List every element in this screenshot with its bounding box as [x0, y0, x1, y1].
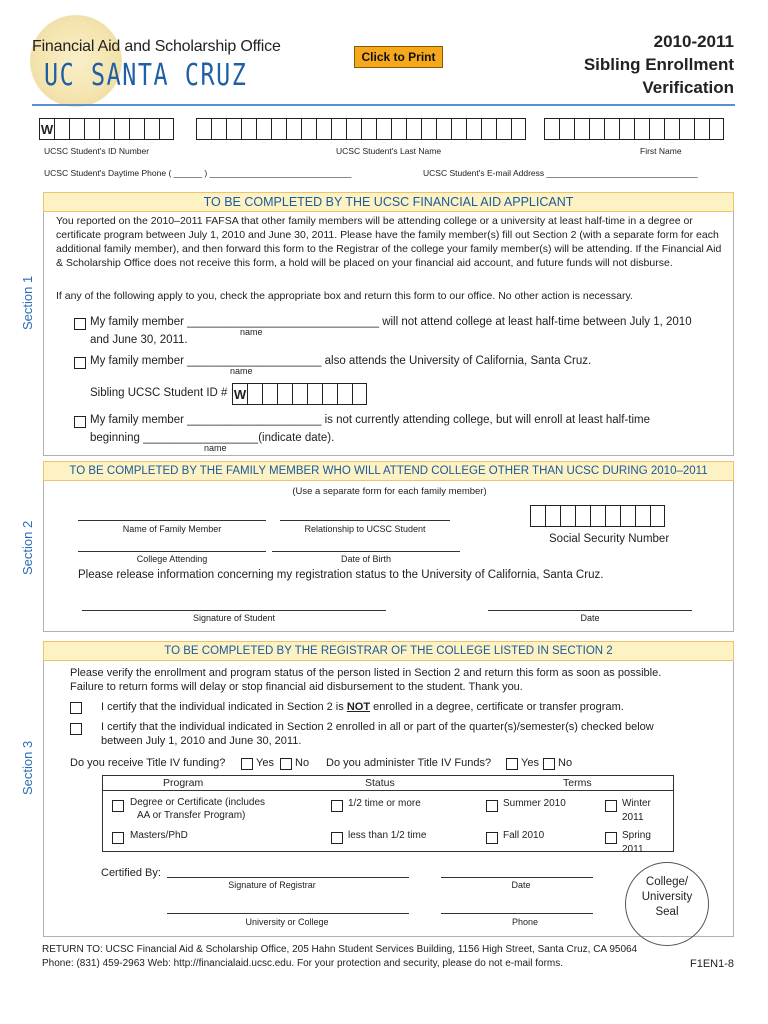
contact-info: Phone: (831) 459-2963 Web: http://financialaid.ucsc.edu. For your protection and security, please do not e-mail forms. — [42, 958, 564, 969]
administer-no-checkbox[interactable] — [543, 758, 555, 770]
registrar-date-label: Date — [511, 880, 531, 890]
college-seal-placeholder: College/ University Seal — [625, 862, 709, 946]
college-attending-label: College Attending — [136, 554, 208, 564]
name-caption: name — [240, 327, 263, 337]
relationship-field[interactable] — [280, 520, 450, 521]
sibling-id-prefix: W — [232, 383, 247, 405]
term-winter-2011-checkbox[interactable] — [605, 800, 617, 812]
section-2-note: (Use a separate form for each family member) — [292, 486, 487, 497]
sibling-id-boxes[interactable] — [232, 383, 367, 405]
term-spring-2011-label: Spring 2011 — [622, 830, 651, 855]
form-title — [524, 30, 734, 99]
option-future-enroll-date: beginning __________________(indicate date). — [90, 432, 335, 444]
status-half-or-more-label: 1/2 time or more — [348, 798, 421, 809]
term-spring-2011-checkbox[interactable] — [605, 832, 617, 844]
office-name: Financial Aid and Scholarship Office — [32, 38, 281, 55]
col-program-header: Program — [163, 777, 204, 789]
status-less-half-checkbox[interactable] — [331, 832, 343, 844]
title-iv-funding-question: Do you receive Title IV funding? — [70, 757, 226, 769]
registrar-signature-label: Signature of Registrar — [228, 880, 316, 890]
section-2-header: TO BE COMPLETED BY THE FAMILY MEMBER WHO WILL ATTEND COLLEGE OTHER THAN UCSC DURING 2010–2011 — [43, 461, 734, 481]
first-name-label: First Name — [640, 146, 682, 156]
release-statement: Please release information concerning my registration status to the University of California, Santa Cruz. — [78, 569, 604, 581]
administer-title-iv-question: Do you administer Title IV Funds? — [326, 757, 492, 769]
section-1 — [43, 192, 734, 456]
cert-enrolled-checkbox[interactable] — [70, 723, 82, 735]
ssn-label: Social Security Number — [549, 533, 670, 545]
section-3-header: TO BE COMPLETED BY THE REGISTRAR OF THE COLLEGE LISTED IN SECTION 2 — [43, 641, 734, 661]
title-line3: Verification — [642, 78, 734, 97]
cert-enrolled-text: I certify that the individual indicated in Section 2 enrolled in all or part of the quarter(s)/semester(s) checked below between July 1, 2010 and June 30, 2011. — [101, 721, 654, 747]
status-half-or-more-checkbox[interactable] — [331, 800, 343, 812]
section-3-intro: Please verify the enrollment and program status of the person listed in Section 2 and return this form as soon as possible. Failure to return forms will delay or stop financial aid disbursement to the student. Thank you. — [70, 667, 662, 693]
option-also-ucsc-checkbox[interactable] — [74, 357, 86, 369]
section-1-header: TO BE COMPLETED BY THE UCSC FINANCIAL AID APPLICANT — [43, 192, 734, 212]
certified-by-label: Certified By: — [101, 867, 161, 879]
daytime-phone-field[interactable]: UCSC Student's Daytime Phone ( ______ ) ______________________________ — [44, 168, 352, 178]
program-masters-checkbox[interactable] — [112, 832, 124, 844]
title-year: 2010-2011 — [653, 32, 734, 51]
term-winter-2011-label: Winter 2011 — [622, 798, 651, 823]
header-divider — [32, 104, 735, 106]
name-caption: name — [204, 443, 227, 453]
registrar-phone-label: Phone — [511, 917, 539, 927]
cert-not-enrolled-text: I certify that the individual indicated in Section 2 is NOT enrolled in a degree, certificate or transfer program. — [101, 701, 624, 713]
email-field[interactable]: UCSC Student's E-mail Address ________________________________ — [423, 168, 698, 178]
return-to-label: RETURN TO: — [42, 944, 103, 955]
option-not-attend-text: My family member ______________________________ will not attend college at least half-time between July 1, 2010 — [90, 316, 692, 328]
cert-not-enrolled-checkbox[interactable] — [70, 702, 82, 714]
table-header-divider — [103, 790, 673, 791]
university-college-field[interactable] — [167, 913, 409, 914]
student-id-boxes[interactable] — [39, 118, 174, 140]
registrar-phone-field[interactable] — [441, 913, 593, 914]
option-not-attend-text-2: and June 30, 2011. — [90, 334, 188, 346]
university-college-label: University or College — [245, 917, 329, 927]
family-member-name-label: Name of Family Member — [122, 524, 222, 534]
title-iv-yes-checkbox[interactable] — [241, 758, 253, 770]
form-code: F1EN1-8 — [690, 958, 735, 970]
relationship-label: Relationship to UCSC Student — [304, 524, 426, 534]
student-signature-field[interactable] — [82, 610, 386, 611]
student-signature-label: Signature of Student — [192, 613, 276, 623]
term-fall-2010-label: Fall 2010 — [503, 830, 545, 841]
print-button[interactable]: Click to Print — [354, 46, 443, 68]
option-also-ucsc-text: My family member _____________________ also attends the University of California, Santa Cruz. — [90, 355, 592, 367]
option-not-attend-checkbox[interactable] — [74, 318, 86, 330]
title-line2: Sibling Enrollment — [583, 55, 734, 74]
registrar-signature-field[interactable] — [167, 877, 409, 878]
section-3-label: Section 3 — [20, 740, 35, 795]
registrar-date-field[interactable] — [441, 877, 593, 878]
college-attending-field[interactable] — [78, 551, 266, 552]
enrollment-table — [102, 775, 674, 855]
student-id-label: UCSC Student's ID Number — [44, 146, 150, 156]
col-terms-header: Terms — [563, 777, 592, 789]
ssn-boxes[interactable] — [530, 505, 665, 527]
title-iv-no-label: No — [295, 757, 310, 769]
last-name-label: UCSC Student's Last Name — [336, 146, 442, 156]
program-masters-label: Masters/PhD — [130, 830, 188, 841]
col-status-header: Status — [365, 777, 395, 789]
option-future-enroll-text: My family member _____________________ is not currently attending college, but will enroll at least half-time — [90, 414, 650, 426]
last-name-boxes[interactable] — [196, 118, 526, 140]
term-fall-2010-checkbox[interactable] — [486, 832, 498, 844]
administer-yes-checkbox[interactable] — [506, 758, 518, 770]
university-logo: UC SANTA CRUZ — [44, 58, 248, 93]
date-of-birth-label: Date of Birth — [340, 554, 392, 564]
return-to-address — [42, 944, 637, 955]
program-degree-label: Degree or Certificate (includes AA or Transfer Program) — [130, 797, 266, 821]
date-of-birth-field[interactable] — [272, 551, 460, 552]
section-2 — [43, 461, 734, 632]
student-date-field[interactable] — [488, 610, 692, 611]
title-iv-yes-label: Yes — [256, 757, 274, 769]
sibling-id-label: Sibling UCSC Student ID # — [90, 387, 228, 399]
section-1-label: Section 1 — [20, 275, 35, 330]
family-member-name-field[interactable] — [78, 520, 266, 521]
first-name-boxes[interactable] — [544, 118, 724, 140]
program-degree-checkbox[interactable] — [112, 800, 124, 812]
student-date-label: Date — [580, 613, 600, 623]
title-iv-no-checkbox[interactable] — [280, 758, 292, 770]
section-2-label: Section 2 — [20, 520, 35, 575]
term-summer-2010-checkbox[interactable] — [486, 800, 498, 812]
section-1-instruction: If any of the following apply to you, check the appropriate box and return this form to our office. No other action is necessary. — [56, 290, 633, 302]
administer-yes-label: Yes — [521, 757, 539, 769]
status-less-half-label: less than 1/2 time — [348, 830, 427, 841]
name-caption: name — [230, 366, 253, 376]
student-id-prefix: W — [39, 118, 54, 140]
option-future-enroll-checkbox[interactable] — [74, 416, 86, 428]
term-summer-2010-label: Summer 2010 — [503, 798, 566, 809]
section-1-intro: You reported on the 2010–2011 FAFSA that other family members will be attending college or a university at least half-time in a degree or certificate program between July 1, 2010 and June 30, 2011. Please have the family member(s) fill out Section 2 (with a separate form for each additional family member), and then forward this form to the Registrar of the college your family member(s) will be attending. If the Financial Aid & Scholarship Office does not receive this form, a hold will be placed on your financial aid account, and future funds will not disburse. — [56, 215, 722, 269]
office-address: UCSC Financial Aid & Scholarship Office, 205 Hahn Student Services Building, 1156 High Street, Santa Cruz, CA 95064 — [105, 944, 638, 955]
administer-no-label: No — [558, 757, 573, 769]
